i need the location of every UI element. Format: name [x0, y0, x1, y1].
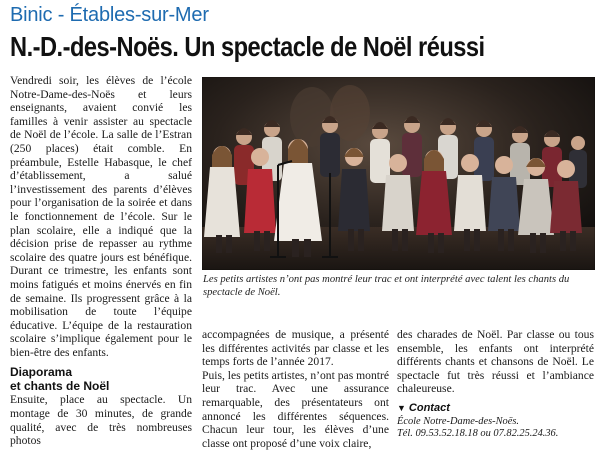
artists-paragraph: Puis, les petits artistes, n’ont pas montré leur trac. Avec une assurance remarquable, des présentateurs ont annoncé les différentes séquences. Chacun leur tour, les élèves d’une classe ont proposé d’une voix claire, — [202, 368, 389, 450]
down-triangle-icon: ▼ — [397, 402, 406, 413]
contact-phone: Tél. 09.53.52.18.18 ou 07.82.25.24.36. — [397, 428, 559, 440]
children-on-stage-photo — [202, 77, 595, 270]
section-kicker: Binic - Étables-sur-Mer — [10, 4, 209, 26]
closing-paragraph: des charades de Noël. Par classe ou tous ensemble, les enfants ont interprété différents chants et chansons de Noël. Le spectacle fut très réussi et l’ambiance chaleureuse. — [397, 328, 594, 396]
subheading-line-1: Diaporama — [10, 365, 73, 380]
column-2 — [202, 328, 389, 450]
article-photo — [202, 77, 595, 270]
article-headline: N.-D.-des-Noës. Un spectacle de Noël réussi — [10, 31, 485, 62]
subheading — [10, 366, 192, 393]
contact-title: Contact — [408, 401, 450, 414]
contact-heading — [397, 402, 594, 416]
intro-paragraph: Vendredi soir, les élèves de l’école Notre-Dame-des-Noës et leurs enseignants, avaient convié les familles à venir assister au spectacle de Noël de l’école. La salle de l’Estran (250 places) était comble. En préambule, Estelle Habasque, le chef d’établissement, a salué l’investissement des parents d’élèves pour l’organisation de la soirée et dans le fonctionnement de l’école. Sur le plan scolaire, elle a indiqué que la décision prise de repasser au rythme scolaire des quatre jours est bénéfique. Durant ce trimestre, les enfants sont moins fatigués et moins énervés en fin de semaine. Ils progressent grâce à la mobilisation de toute l’équipe éducative. L’équipe de la restauration scolaire s’implique également pour le bien-être des enfants. — [10, 74, 192, 359]
contact-name: École Notre-Dame-des-Noës. — [397, 415, 519, 427]
subheading-line-2: et chants de Noël — [10, 378, 110, 393]
show-paragraph-continued: accompagnées de musique, a présenté les différentes activités par classe et les temps forts de l’année 2017. — [202, 328, 389, 369]
column-3 — [397, 328, 594, 441]
photo-caption: Les petits artistes n’ont pas montré leur trac et ont interprété avec talent les chants du spectacle de Noël. — [203, 274, 570, 298]
show-paragraph-start: Ensuite, place au spectacle. Un montage de 30 minutes, de grande qualité, avec de très nombreuses photos — [10, 393, 192, 448]
column-1 — [10, 74, 192, 448]
